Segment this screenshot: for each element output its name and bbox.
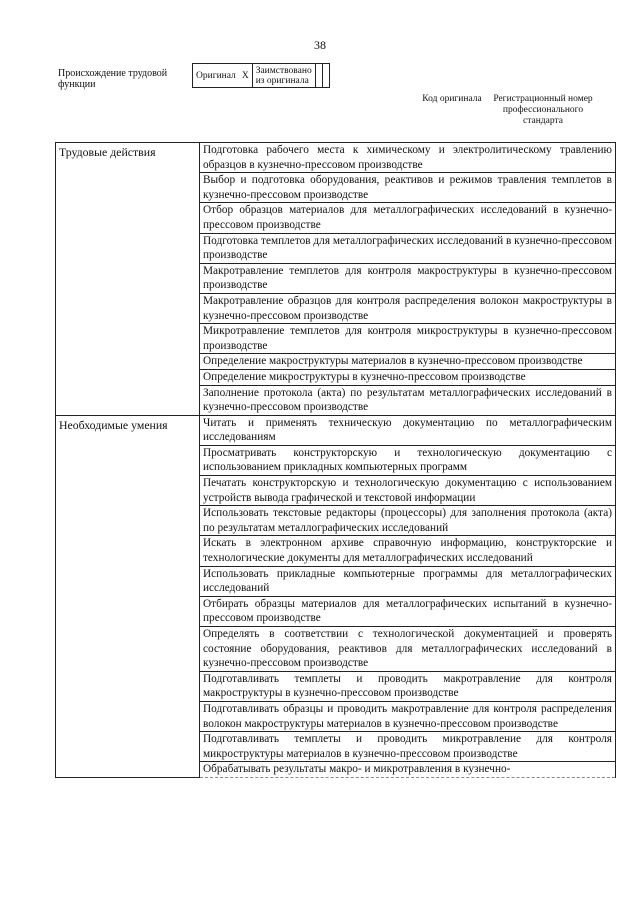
list-item: Печатать конструкторскую и технологическую документацию с использованием устройств вывода графической и текстовой информации xyxy=(200,476,616,506)
list-item: Подготовка темплетов для металлографических исследований в кузнечно-прессовом производстве xyxy=(200,233,616,263)
list-item: Отбирать образцы материалов для металлографических испытаний в кузнечно-прессовом производстве xyxy=(200,596,616,626)
list-item: Определение макроструктуры материалов в кузнечно-прессовом производстве xyxy=(200,354,616,370)
list-item: Отбор образцов материалов для металлографических исследований в кузнечно-прессовом производстве xyxy=(200,203,616,233)
list-item: Макротравление образцов для контроля распределения волокон макроструктуры в кузнечно-прессовом производстве xyxy=(200,293,616,323)
page-number: 38 xyxy=(314,38,326,52)
reg-caption: Регистрационный номер профессионального стандарта xyxy=(493,94,593,126)
competency-table xyxy=(55,142,616,778)
code-caption: Код оригинала xyxy=(422,94,482,104)
origin-code-cell xyxy=(315,64,322,88)
origin-table xyxy=(192,63,330,88)
origin-original-cell: Оригинал xyxy=(193,64,239,88)
list-item: Определение микроструктуры в кузнечно-прессовом производстве xyxy=(200,369,616,385)
list-item: Подготавливать образцы и проводить макротравление для контроля распределения волокон макроструктуры материалов в кузнечно-прессовом производстве xyxy=(200,701,616,731)
list-item: Подготавливать темплеты и проводить макротравление для контроля макроструктуры в кузнечно-прессовом производстве xyxy=(200,671,616,701)
list-item: Обрабатывать результаты макро- и микротравления в кузнечно- xyxy=(200,762,616,778)
section-title: Трудовые действия xyxy=(56,143,200,416)
list-item: Читать и применять техническую документацию по металлографическим исследованиям xyxy=(200,415,616,445)
list-item: Макротравление темплетов для контроля макроструктуры в кузнечно-прессовом производстве xyxy=(200,263,616,293)
origin-mark-cell: X xyxy=(239,64,252,88)
table-row xyxy=(56,415,616,445)
list-item: Определять в соответствии с технологической документацией и проверять состояние оборудования, реактивов для металлографических исследований в кузнечно-прессовом производстве xyxy=(200,627,616,672)
list-item: Искать в электронном архиве справочную информацию, конструкторские и технологические документы для металлографических исследований xyxy=(200,536,616,566)
list-item: Использовать текстовые редакторы (процессоры) для заполнения протокола (акта) по результатам металлографических исследований xyxy=(200,506,616,536)
origin-label: Происхождение трудовой функции xyxy=(58,68,168,90)
table-row xyxy=(56,143,616,173)
list-item: Подготавливать темплеты и проводить микротравление для контроля микроструктуры материалов в кузнечно-прессовом производстве xyxy=(200,732,616,762)
list-item: Выбор и подготовка оборудования, реактивов и режимов травления темплетов в кузнечно-прессовом производстве xyxy=(200,173,616,203)
list-item: Микротравление темплетов для контроля микроструктуры в кузнечно-прессовом производстве xyxy=(200,324,616,354)
origin-borrowed-cell: Заимствовано из оригинала xyxy=(252,64,315,88)
list-item: Заполнение протокола (акта) по результатам металлографических исследований в кузнечно-прессовом производстве xyxy=(200,385,616,415)
origin-reg-cell xyxy=(322,64,329,88)
list-item: Использовать прикладные компьютерные программы для металлографических исследований xyxy=(200,566,616,596)
list-item: Просматривать конструкторскую и технологическую документацию с использованием прикладных компьютерных программ xyxy=(200,445,616,475)
section-title: Необходимые умения xyxy=(56,415,200,777)
list-item: Подготовка рабочего места к химическому и электролитическому травлению образцов в кузнечно-прессовом производстве xyxy=(200,143,616,173)
